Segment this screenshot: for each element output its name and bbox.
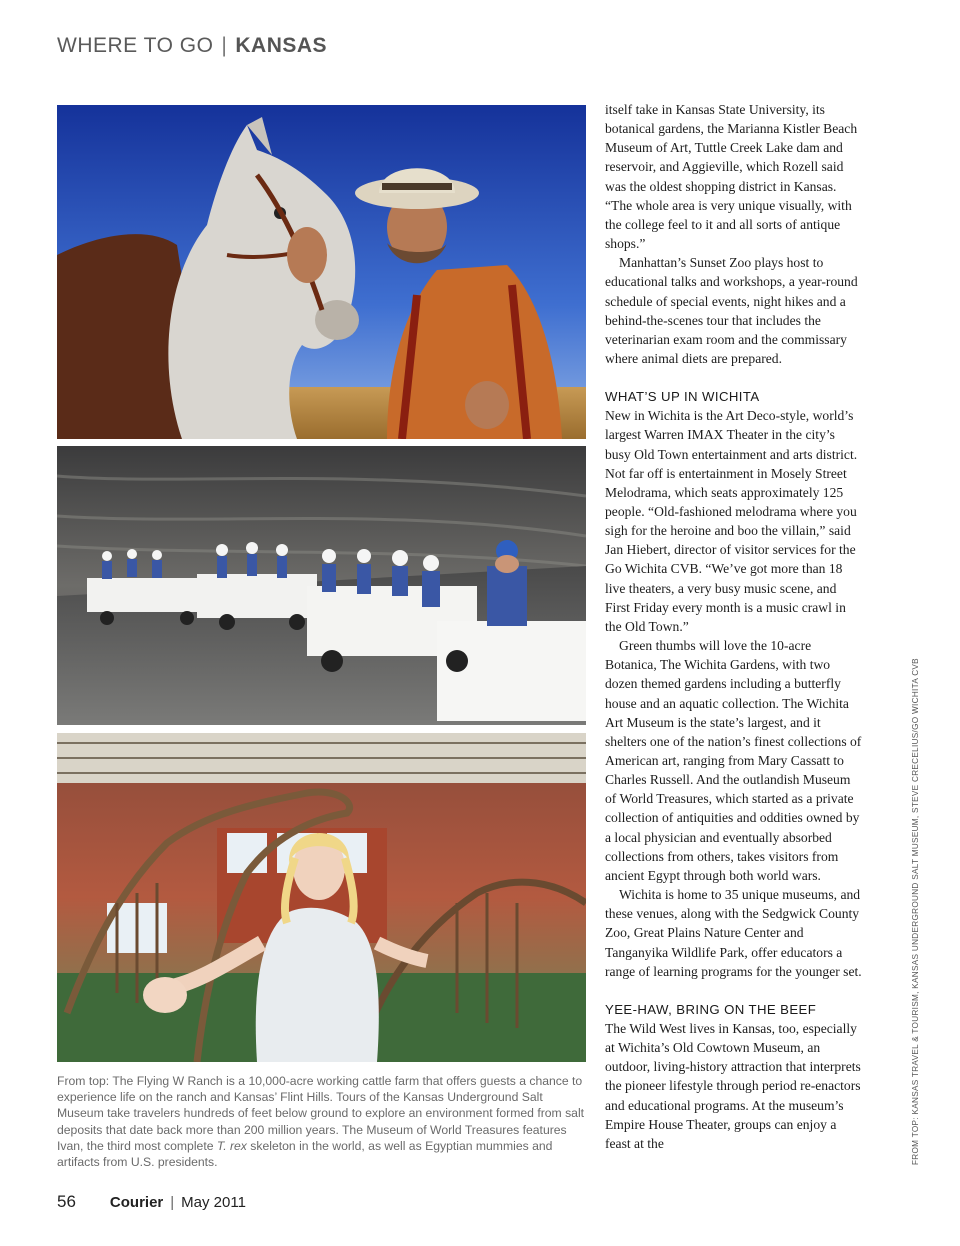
ranch-photo [57, 105, 586, 439]
article-paragraph: Green thumbs will love the 10-acre Botanica, The Wichita Gardens, with two dozen themed gardens including a butterfly house and an aquatic collection. The Wichita Art Museum is the state’s largest, and it shelters one of the nation’s finest collections of American art, ranging from Mary Cassatt to Charles Russell. And the outlandish Museum of World Treasures, which started as a private collection of antiquities and oddities owned by a local physician and eventually absorbed collections from others, takes visitors from ancient Egypt through both world wars. [605, 638, 862, 883]
caption-text: From top: The Flying W Ranch is a 10,000-acre working cattle farm that offers guests a chance to experience life on the ranch and Kansas’ Flint Hills. Tours of the Kansas Underground Salt Museum take travelers hundreds of feet below ground to explore an environment formed from salt deposits that date back more than 200 million years. The Museum of World Treasures features Ivan, the third most complete [57, 1074, 585, 1153]
magazine-name: Courier [109, 1194, 164, 1211]
article-paragraph: itself take in Kansas State University, its botanical gardens, the Marianna Kistler Beach Museum of Art, Tuttle Creek Lake dam and reservoir, and Aggieville, which Rozell said was the oldest shopping district in Kansas. “The whole area is very unique visually, with the college feel to it and all sorts of antique shops.” [605, 102, 858, 252]
footer-separator: | [170, 1194, 175, 1211]
page-number: 56 [57, 1192, 76, 1211]
section-heading: WHAT’S UP IN WICHITA [605, 389, 760, 405]
section-heading: YEE-HAW, BRING ON THE BEEF [605, 1001, 817, 1017]
salt-mine-photo [57, 446, 586, 725]
article-paragraph: Manhattan’s Sunset Zoo plays host to educational talks and workshops, a year-round schedule of special events, night hikes and a behind-the-scenes tour that includes the veterinarian exam room and the commissary where animal diets are prepared. [605, 255, 858, 367]
header-separator: | [221, 34, 228, 57]
article-paragraph: Wichita is home to 35 unique museums, and these venues, along with the Sedgwick County Zoo, Great Plains Nature Center and Tanganyika Wildlife Park, offer educators a range of learning programs for the younger set. [605, 887, 862, 979]
caption-italic-text: T. rex [216, 1138, 247, 1153]
page-footer [57, 1192, 246, 1212]
issue-date: May 2011 [181, 1194, 246, 1211]
photo-credit: FROM TOP: KANSAS TRAVEL & TOURISM, KANSAS UNDERGROUND SALT MUSEUM, STEVE CRECELIUS/GO WICHITA CVB [911, 658, 920, 1165]
article-column [605, 100, 863, 1153]
photo-caption [57, 1073, 587, 1170]
caption-text-end: skeleton in the world, as well as Egyptian mummies and artifacts from U.S. presidents. [57, 1138, 553, 1170]
museum-photo [57, 733, 586, 1062]
state-label: KANSAS [235, 34, 328, 57]
section-header [57, 34, 327, 58]
article-paragraph: The Wild West lives in Kansas, too, especially at Wichita’s Old Cowtown Museum, an outdoor, living-history attraction that interprets the pioneer lifestyle through period re-enactors and educational programs. At the museum’s Empire House Theater, groups can enjoy a feast at the [605, 1020, 861, 1151]
section-label: WHERE TO GO [57, 34, 214, 57]
article-paragraph: New in Wichita is the Art Deco-style, world’s largest Warren IMAX Theater in the city’s busy Old Town entertainment and arts district. Not far off is entertainment in Mosely Street Melodrama, which seats approximately 125 people. “Old-fashioned melodrama where you sigh for the heroine and boo the villain,” said Jan Hiebert, director of visitor services for the Go Wichita CVB. “We’ve got more than 18 live theaters, a very busy music scene, and First Friday every month is a music crawl in the Old Town.” [605, 408, 858, 634]
